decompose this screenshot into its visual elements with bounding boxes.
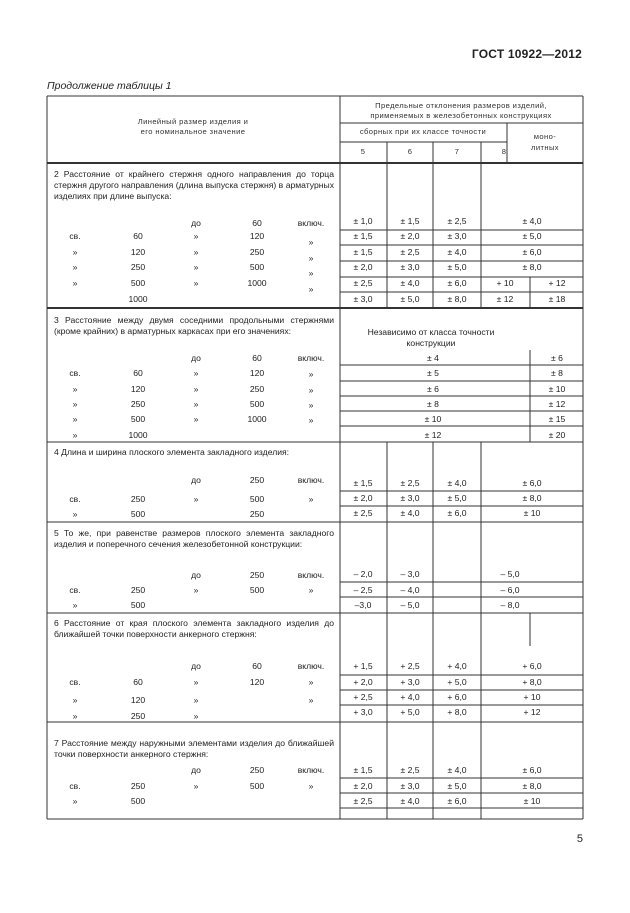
range-e-label: » [308, 415, 314, 425]
tolerance-monolithic: ± 20 [548, 430, 566, 440]
range-c-label: » [193, 262, 199, 272]
section-3-title: 3 Расстояние между двумя соседними продольными стержнями (кроме крайних) в арматурных каркасах при его значениях: [54, 315, 334, 336]
range-d-label: 250 [249, 509, 265, 519]
tolerance-monolithic: ± 18 [548, 294, 566, 304]
tolerance-class8: + 10 [496, 278, 514, 288]
range-d-label: 250 [249, 765, 265, 775]
range-b-label: 500 [130, 600, 146, 610]
tolerance-class8-mono: + 6,0 [522, 661, 542, 671]
range-b-label: 250 [130, 711, 146, 721]
header-mono-line2: литных [531, 143, 559, 152]
tolerance-value: ± 3,0 [400, 262, 420, 272]
range-a-label: св. [69, 677, 81, 687]
range-b-label: 500 [130, 414, 146, 424]
range-c-label: до [191, 765, 201, 775]
tolerance-value: + 2,5 [353, 692, 373, 702]
tolerance-value: ± 4,0 [400, 796, 420, 806]
section-6-title: 6 Расстояние от края плоского элемента закладного изделия до ближайшей точки поверхности анкерного стержня: [54, 618, 334, 639]
range-a-label: » [72, 711, 78, 721]
range-e-label: » [308, 253, 314, 263]
range-c-label: » [193, 677, 199, 687]
tolerance-value: ± 1,5 [353, 478, 373, 488]
range-a-label: » [72, 796, 78, 806]
range-d-label: 120 [249, 231, 265, 241]
range-e-label: » [308, 237, 314, 247]
tolerance-class8-mono: ± 8,0 [522, 262, 542, 272]
range-e-label: включ. [297, 765, 325, 775]
section-4-title: 4 Длина и ширина плоского элемента закладного изделия: [54, 447, 290, 457]
tolerance-value: ± 10 [424, 414, 442, 424]
range-a-label: » [72, 247, 78, 257]
tolerance-value: ± 2,0 [400, 231, 420, 241]
tolerance-value: ± 1,0 [353, 216, 373, 226]
header-prefab: сборных при их классе точности [359, 127, 487, 136]
tolerance-value: + 3,0 [353, 707, 373, 717]
tolerance-monolithic: ± 6 [551, 353, 563, 363]
tolerance-value: – 3,0 [400, 569, 420, 579]
tolerance-monolithic: ± 10 [548, 384, 566, 394]
range-a-label: св. [69, 781, 81, 791]
range-e-label: » [308, 284, 314, 294]
tolerance-value: ± 5,0 [447, 781, 467, 791]
range-d-label: 250 [249, 475, 265, 485]
tolerance-value: ± 4,0 [447, 478, 467, 488]
tolerance-value: + 3,0 [400, 677, 420, 687]
tolerance-value: + 6,0 [447, 692, 467, 702]
tolerance-value: – 4,0 [400, 585, 420, 595]
tolerance-value: ± 4,0 [447, 765, 467, 775]
header-mono-line1: моно- [533, 132, 557, 141]
range-e-label: включ. [297, 218, 325, 228]
tolerance-class8-mono: ± 6,0 [522, 765, 542, 775]
tolerance-value: + 2,0 [353, 677, 373, 687]
range-e-label: включ. [297, 661, 325, 671]
range-a-label: » [72, 414, 78, 424]
range-c-label: » [193, 585, 199, 595]
range-b-label: 120 [130, 247, 146, 257]
range-e-label: » [308, 268, 314, 278]
tolerance-value: ± 12 [424, 430, 442, 440]
tolerance-value: ± 2,0 [353, 781, 373, 791]
range-b-label: 500 [130, 278, 146, 288]
range-b-label: 120 [130, 695, 146, 705]
range-e-label: » [308, 400, 314, 410]
range-b-label: 250 [130, 585, 146, 595]
tolerance-value: ± 4,0 [400, 278, 420, 288]
header-class-8: 8 [501, 147, 507, 156]
range-a-label: » [72, 399, 78, 409]
tolerance-value: + 4,0 [447, 661, 467, 671]
range-a-label: » [72, 430, 78, 440]
range-b-label: 500 [130, 509, 146, 519]
range-b-label: 250 [130, 494, 146, 504]
range-b-label: 1000 [128, 430, 148, 440]
tolerance-class8-mono: + 12 [523, 707, 541, 717]
header-class-6: 6 [407, 147, 413, 156]
tolerance-value: – 5,0 [400, 600, 420, 610]
tolerance-monolithic: + 12 [548, 278, 566, 288]
tolerance-class8-mono: ± 10 [523, 508, 541, 518]
page-number: 5 [576, 833, 583, 845]
tolerance-class8: ± 12 [496, 294, 514, 304]
tolerance-value: ± 1,5 [353, 765, 373, 775]
range-e-label: » [308, 385, 314, 395]
tolerance-value: ± 1,5 [353, 231, 373, 241]
tolerance-value: + 4,0 [400, 692, 420, 702]
tolerance-class8-mono: ± 6,0 [522, 247, 542, 257]
range-a-label: » [72, 509, 78, 519]
tolerance-value: ± 1,5 [400, 216, 420, 226]
range-b-label: 60 [133, 368, 143, 378]
range-b-label: 250 [130, 399, 146, 409]
range-b-label: 60 [133, 231, 143, 241]
tolerance-value: ± 2,5 [447, 216, 467, 226]
tolerance-value: ± 6,0 [447, 796, 467, 806]
range-a-label: св. [69, 368, 81, 378]
tolerance-class8-mono: ± 8,0 [522, 493, 542, 503]
range-d-label: 500 [249, 262, 265, 272]
range-c-label: » [193, 231, 199, 241]
tolerance-monolithic: ± 12 [548, 399, 566, 409]
range-d-label: 60 [252, 661, 262, 671]
header-class-5: 5 [360, 147, 366, 156]
range-c-label: » [193, 711, 199, 721]
tolerance-value: ± 2,5 [353, 278, 373, 288]
tolerance-value: ± 5,0 [447, 262, 467, 272]
tolerance-monolithic: ± 8 [551, 368, 563, 378]
tolerance-value: ± 2,0 [353, 262, 373, 272]
range-d-label: 250 [249, 570, 265, 580]
range-c-label: до [191, 475, 201, 485]
range-e-label: » [308, 494, 314, 504]
document-code: ГОСТ 10922—2012 [471, 47, 582, 61]
range-d-label: 500 [249, 585, 265, 595]
range-a-label: св. [69, 231, 81, 241]
range-c-label: до [191, 218, 201, 228]
header-class-7: 7 [454, 147, 460, 156]
tolerance-value: – 2,5 [353, 585, 373, 595]
range-b-label: 250 [130, 781, 146, 791]
tolerance-class8-mono: ± 6,0 [522, 478, 542, 488]
tolerance-value: ± 3,0 [400, 781, 420, 791]
range-b-label: 250 [130, 262, 146, 272]
tolerance-class8-mono: ± 8,0 [522, 781, 542, 791]
tolerance-value: + 2,5 [400, 661, 420, 671]
range-b-label: 500 [130, 796, 146, 806]
range-e-label: » [308, 677, 314, 687]
range-c-label: » [193, 695, 199, 705]
header-deviations-line2: применяемых в железобетонных конструкциях [370, 111, 552, 120]
tolerance-class8-mono: + 10 [523, 692, 541, 702]
tolerance-value: ± 4,0 [447, 247, 467, 257]
range-d-label: 500 [249, 494, 265, 504]
range-d-label: 120 [249, 368, 265, 378]
tolerance-value: – 5,0 [500, 569, 520, 579]
tolerance-value: ± 2,5 [353, 796, 373, 806]
range-c-label: » [193, 494, 199, 504]
tolerance-class8-mono: ± 10 [523, 796, 541, 806]
tolerance-value: ± 2,0 [353, 493, 373, 503]
tolerance-value: ± 3,0 [353, 294, 373, 304]
header-deviations-line1: Предельные отклонения размеров изделий, [375, 101, 547, 110]
tolerance-class8-mono: ± 5,0 [522, 231, 542, 241]
tolerance-value: + 1,5 [353, 661, 373, 671]
tolerance-value: ± 2,5 [400, 247, 420, 257]
range-d-label: 500 [249, 781, 265, 791]
tolerance-value: ± 5,0 [400, 294, 420, 304]
range-e-label: включ. [297, 475, 325, 485]
tolerance-value: ± 4,0 [400, 508, 420, 518]
tolerance-value: ± 2,5 [400, 765, 420, 775]
range-b-label: 120 [130, 384, 146, 394]
tolerance-value: – 8,0 [500, 600, 520, 610]
range-c-label: » [193, 368, 199, 378]
tolerance-value: – 2,0 [353, 569, 373, 579]
tolerance-value: + 8,0 [447, 707, 467, 717]
section-2-title: 2 Расстояние от крайнего стержня одного направления до торца стержня другого направления (длина выпуска стержня) в арматурных изделиях при длине выпуска: [54, 169, 334, 201]
section-7-title: 7 Расстояние между наружными элементами изделия до ближайшей точки поверхности анкерного стержня: [54, 738, 334, 759]
tolerance-class8-mono: ± 4,0 [522, 216, 542, 226]
tolerance-value: ± 8,0 [447, 294, 467, 304]
range-d-label: 1000 [247, 414, 267, 424]
tolerance-value: ± 5,0 [447, 493, 467, 503]
tolerance-value: –3,0 [354, 600, 372, 610]
range-d-label: 250 [249, 384, 265, 394]
tolerance-class8-mono: + 8,0 [522, 677, 542, 687]
range-a-label: » [72, 600, 78, 610]
tolerance-value: ± 8 [427, 399, 439, 409]
range-c-label: » [193, 414, 199, 424]
tolerance-value: ± 1,5 [353, 247, 373, 257]
range-a-label: св. [69, 585, 81, 595]
tolerance-value: – 6,0 [500, 585, 520, 595]
tolerance-value: ± 3,0 [400, 493, 420, 503]
tolerance-value: ± 6,0 [447, 278, 467, 288]
range-c-label: » [193, 247, 199, 257]
range-d-label: 250 [249, 247, 265, 257]
section-3-note-line1: Независимо от класса точности [367, 327, 495, 337]
tolerance-value: + 5,0 [400, 707, 420, 717]
range-c-label: до [191, 353, 201, 363]
tolerance-value: ± 6 [427, 384, 439, 394]
range-c-label: » [193, 278, 199, 288]
tolerance-monolithic: ± 15 [548, 414, 566, 424]
range-d-label: 60 [252, 353, 262, 363]
range-e-label: » [308, 781, 314, 791]
tolerance-value: ± 3,0 [447, 231, 467, 241]
tolerance-value: ± 6,0 [447, 508, 467, 518]
range-c-label: » [193, 399, 199, 409]
range-d-label: 120 [249, 677, 265, 687]
range-c-label: до [191, 661, 201, 671]
range-c-label: » [193, 384, 199, 394]
range-e-label: » [308, 369, 314, 379]
range-d-label: 1000 [247, 278, 267, 288]
range-c-label: до [191, 570, 201, 580]
range-d-label: 60 [252, 218, 262, 228]
range-e-label: включ. [297, 570, 325, 580]
tolerance-value: ± 5 [427, 368, 439, 378]
range-b-label: 1000 [128, 294, 148, 304]
tolerance-value: + 5,0 [447, 677, 467, 687]
range-a-label: » [72, 384, 78, 394]
header-size-line1: Линейный размер изделия и [137, 117, 249, 126]
header-size-line2: его номинальное значение [140, 127, 246, 136]
range-e-label: » [308, 585, 314, 595]
range-c-label: » [193, 781, 199, 791]
range-e-label: включ. [297, 353, 325, 363]
range-a-label: » [72, 278, 78, 288]
range-a-label: » [72, 262, 78, 272]
range-a-label: » [72, 695, 78, 705]
tolerance-value: ± 2,5 [400, 478, 420, 488]
tolerance-value: ± 2,5 [353, 508, 373, 518]
range-d-label: 500 [249, 399, 265, 409]
section-3-note-line2: конструкции [406, 338, 456, 348]
range-e-label: » [308, 695, 314, 705]
section-5-title: 5 То же, при равенстве размеров плоского элемента закладного изделия и поперечного сечения железобетонной конструкции: [54, 528, 334, 549]
range-b-label: 60 [133, 677, 143, 687]
table-caption: Продолжение таблицы 1 [47, 80, 172, 92]
tolerance-value: ± 4 [427, 353, 439, 363]
range-a-label: св. [69, 494, 81, 504]
